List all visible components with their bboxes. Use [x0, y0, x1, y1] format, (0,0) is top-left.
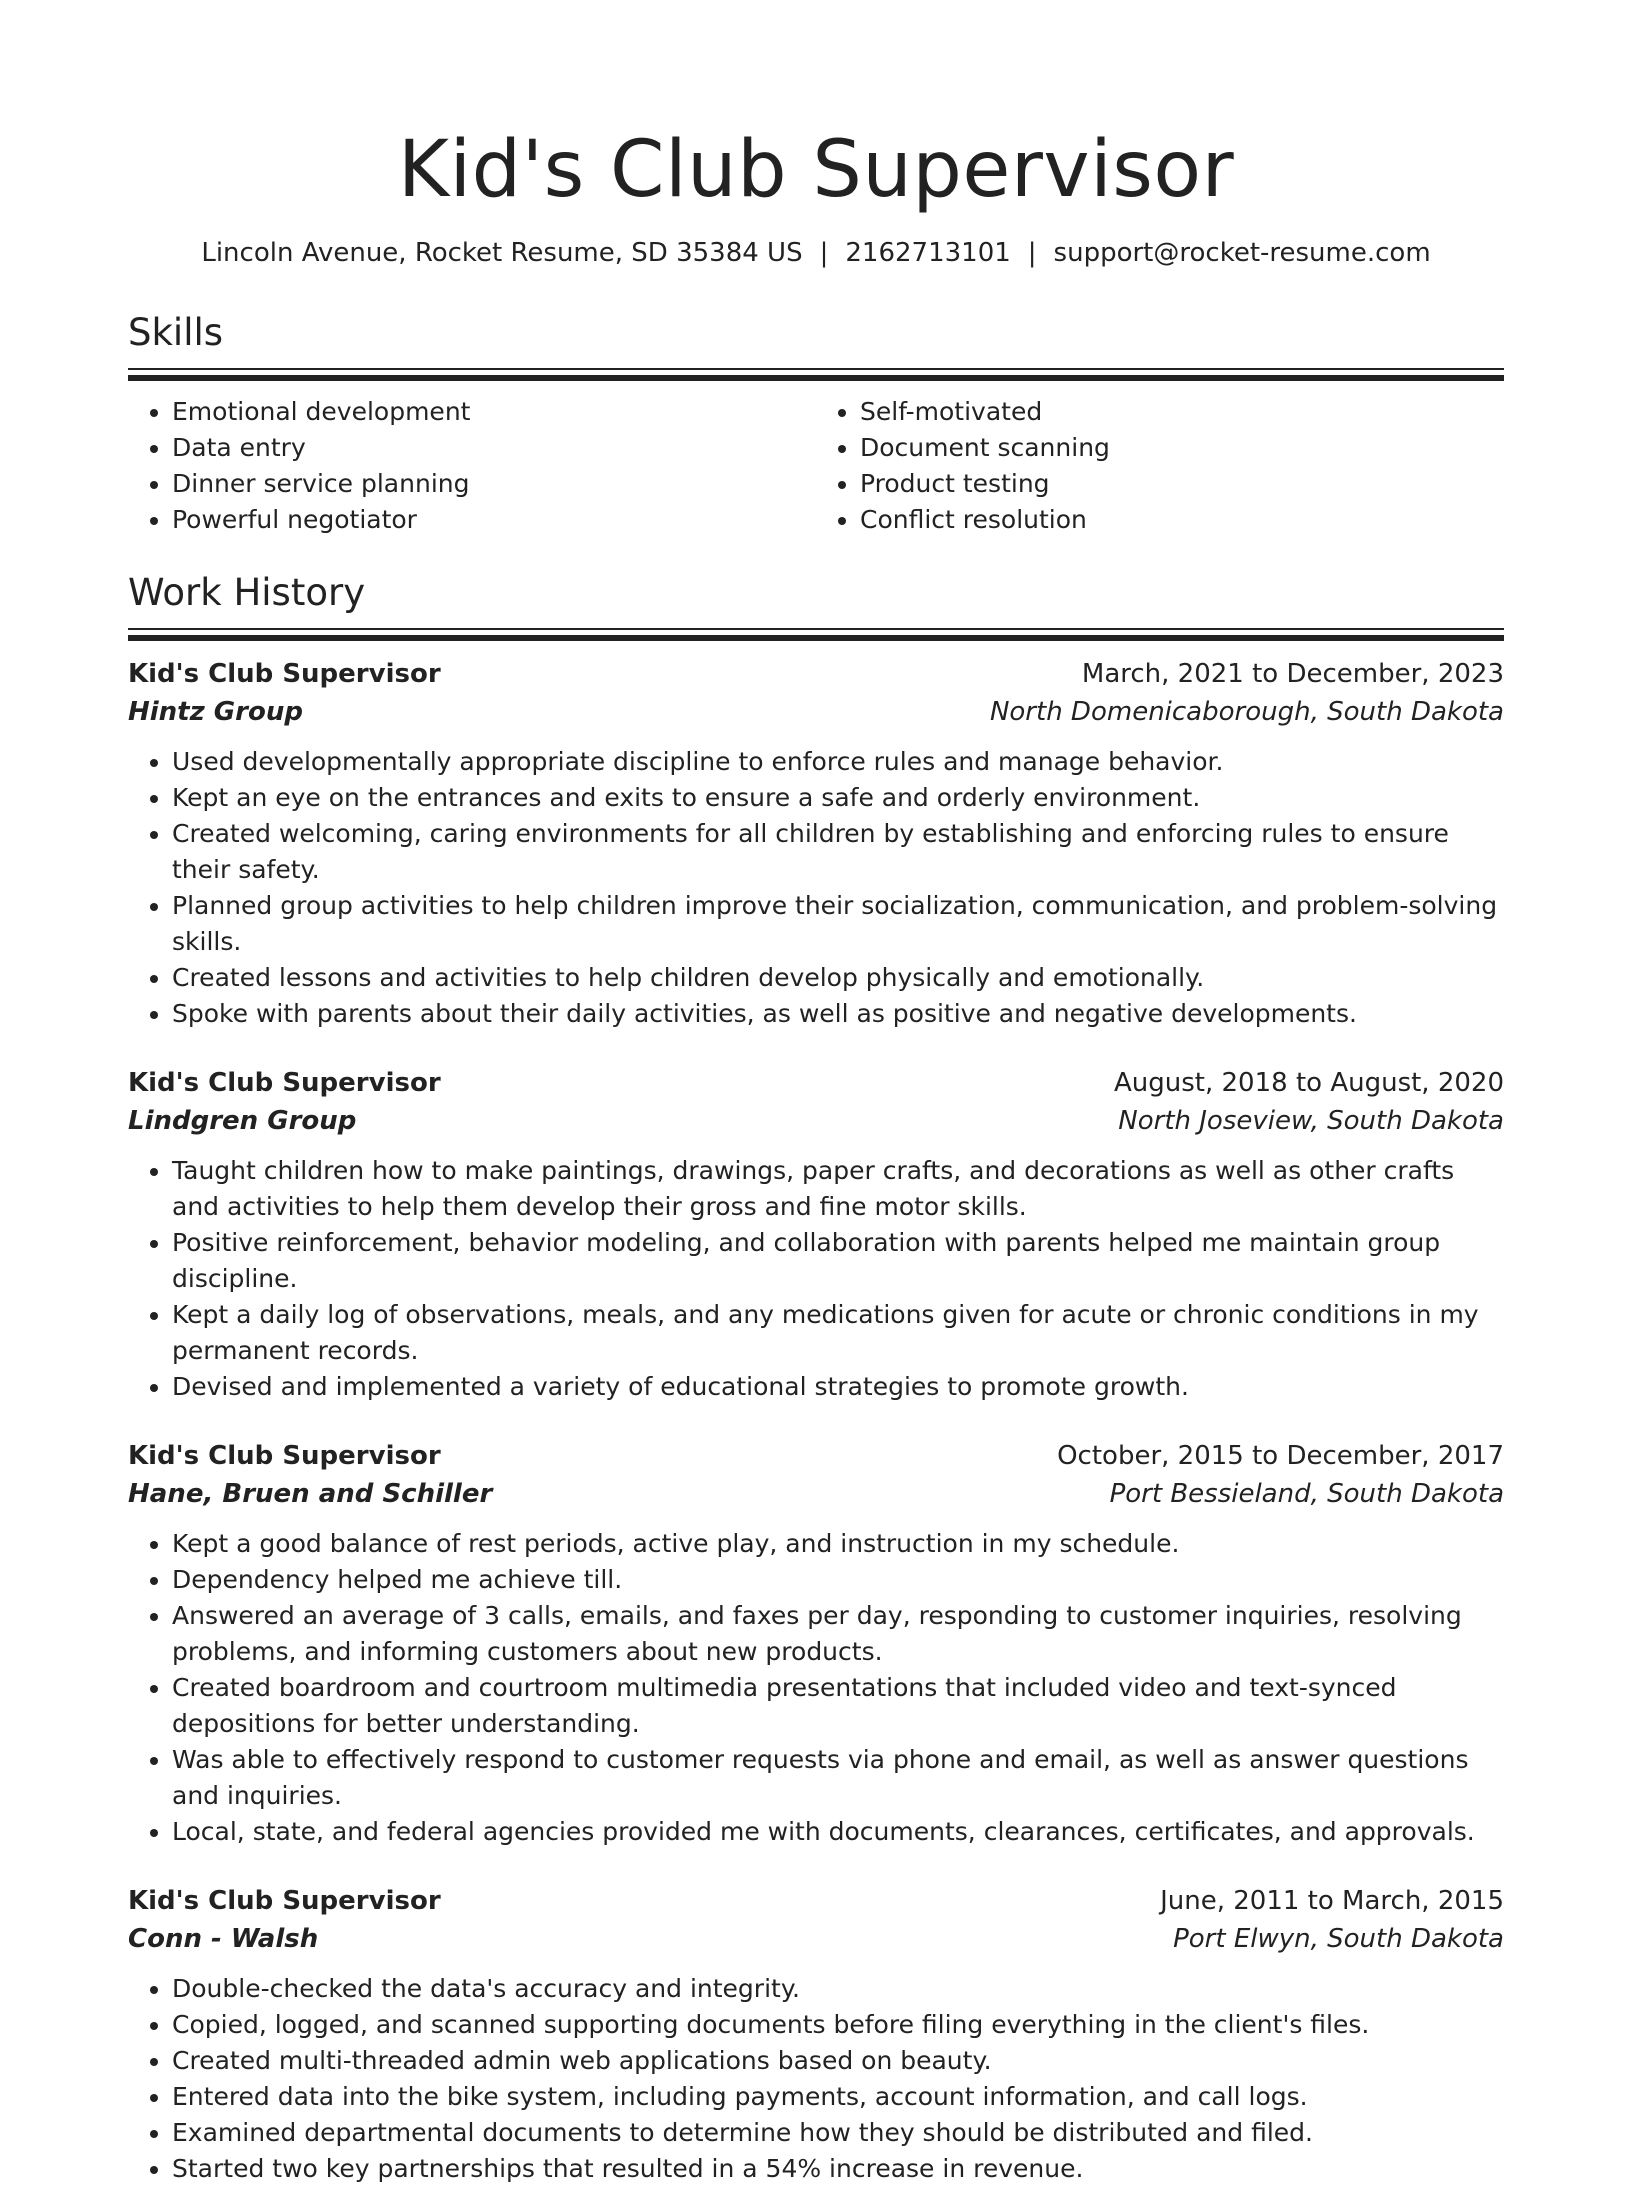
skills-heading: Skills — [128, 311, 224, 354]
duty-item: • Kept an eye on the entrances and exits to ensure a safe and orderly environment. — [172, 780, 1504, 816]
contact-separator: | — [1027, 238, 1037, 268]
skill-item: • Emotional development — [172, 394, 816, 430]
contact-separator: | — [819, 238, 829, 268]
duty-item: • Planned group activities to help children improve their socialization, communication, and problem-solving skills. — [172, 888, 1504, 960]
contact-address: Lincoln Avenue, Rocket Resume, SD 35384 US — [201, 238, 803, 268]
job-location: North Joseview, South Dakota — [1118, 1106, 1504, 1136]
duty-item: • Local, state, and federal agencies provided me with documents, clearances, certificates, and approvals. — [172, 1814, 1504, 1850]
job-title: Kid's Club Supervisor — [128, 1068, 441, 1098]
duty-item: • Double-checked the data's accuracy and integrity. — [172, 1971, 1504, 2007]
job-title: Kid's Club Supervisor — [128, 1441, 441, 1471]
duty-item: • Examined departmental documents to determine how they should be distributed and filed. — [172, 2115, 1504, 2151]
job-company: Lindgren Group — [128, 1106, 357, 1136]
duty-item: • Created multi-threaded admin web applications based on beauty. — [172, 2043, 1504, 2079]
job-duties — [128, 1526, 1504, 1850]
section-divider — [128, 628, 1504, 634]
duty-item: • Created welcoming, caring environments for all children by establishing and enforcing rules to ensure their safety. — [172, 816, 1504, 888]
skill-item: • Data entry — [172, 430, 816, 466]
work-history-heading: Work History — [128, 571, 366, 614]
job-duties — [128, 1971, 1504, 2187]
job-dates: March, 2021 to December, 2023 — [1081, 659, 1504, 689]
resume-name: Kid's Club Supervisor — [397, 125, 1235, 215]
skill-item: • Powerful negotiator — [172, 502, 816, 538]
skills-list-left — [128, 394, 816, 538]
duty-item: • Entered data into the bike system, including payments, account information, and call logs. — [172, 2079, 1504, 2115]
duty-item: • Answered an average of 3 calls, emails, and faxes per day, responding to customer inquiries, resolving problems, and informing customers about new products. — [172, 1598, 1504, 1670]
job-duties — [128, 744, 1504, 1032]
duty-item: • Created lessons and activities to help children develop physically and emotionally. — [172, 960, 1504, 996]
job-location: Port Elwyn, South Dakota — [1173, 1924, 1504, 1954]
duty-item: • Dependency helped me achieve till. — [172, 1562, 1504, 1598]
section-divider — [128, 368, 1504, 374]
skills-list-right — [816, 394, 1504, 538]
skills-section — [128, 310, 1504, 538]
job-dates: June, 2011 to March, 2015 — [1160, 1886, 1504, 1916]
skill-item: • Self-motivated — [860, 394, 1504, 430]
work-history-section — [128, 570, 1504, 2187]
duty-item: • Started two key partnerships that resulted in a 54% increase in revenue. — [172, 2151, 1504, 2187]
job-location: North Domenicaborough, South Dakota — [989, 697, 1504, 727]
duty-item: • Kept a daily log of observations, meals, and any medications given for acute or chronic conditions in my permanent records. — [172, 1297, 1504, 1369]
job-duties — [128, 1153, 1504, 1405]
job-company: Hane, Bruen and Schiller — [128, 1479, 493, 1509]
resume-page — [128, 0, 1504, 2187]
contact-email: support@rocket-resume.com — [1053, 238, 1431, 268]
duty-item: • Taught children how to make paintings, drawings, paper crafts, and decorations as well as other crafts and activities to help them develop their gross and fine motor skills. — [172, 1153, 1504, 1225]
job-entry — [128, 1065, 1504, 1405]
duty-item: • Used developmentally appropriate discipline to enforce rules and manage behavior. — [172, 744, 1504, 780]
skill-item: • Dinner service planning — [172, 466, 816, 502]
duty-item: • Devised and implemented a variety of educational strategies to promote growth. — [172, 1369, 1504, 1405]
duty-item: • Copied, logged, and scanned supporting documents before filing everything in the client's files. — [172, 2007, 1504, 2043]
contact-line — [128, 236, 1504, 270]
duty-item: • Spoke with parents about their daily activities, as well as positive and negative developments. — [172, 996, 1504, 1032]
duty-item: • Was able to effectively respond to customer requests via phone and email, as well as answer questions and inquiries. — [172, 1742, 1504, 1814]
job-dates: October, 2015 to December, 2017 — [1057, 1441, 1504, 1471]
skill-item: • Product testing — [860, 466, 1504, 502]
job-entry — [128, 1438, 1504, 1850]
job-company: Hintz Group — [128, 697, 303, 727]
job-title: Kid's Club Supervisor — [128, 1886, 441, 1916]
skill-item: • Document scanning — [860, 430, 1504, 466]
duty-item: • Positive reinforcement, behavior modeling, and collaboration with parents helped me maintain group discipline. — [172, 1225, 1504, 1297]
job-entry — [128, 1883, 1504, 2187]
job-dates: August, 2018 to August, 2020 — [1114, 1068, 1504, 1098]
job-title: Kid's Club Supervisor — [128, 659, 441, 689]
job-entry — [128, 656, 1504, 1032]
duty-item: • Created boardroom and courtroom multimedia presentations that included video and text-synced depositions for better understanding. — [172, 1670, 1504, 1742]
duty-item: • Kept a good balance of rest periods, active play, and instruction in my schedule. — [172, 1526, 1504, 1562]
contact-phone: 2162713101 — [845, 238, 1011, 268]
job-location: Port Bessieland, South Dakota — [1109, 1479, 1504, 1509]
skill-item: • Conflict resolution — [860, 502, 1504, 538]
skills-columns — [128, 394, 1504, 538]
job-company: Conn - Walsh — [128, 1924, 319, 1954]
